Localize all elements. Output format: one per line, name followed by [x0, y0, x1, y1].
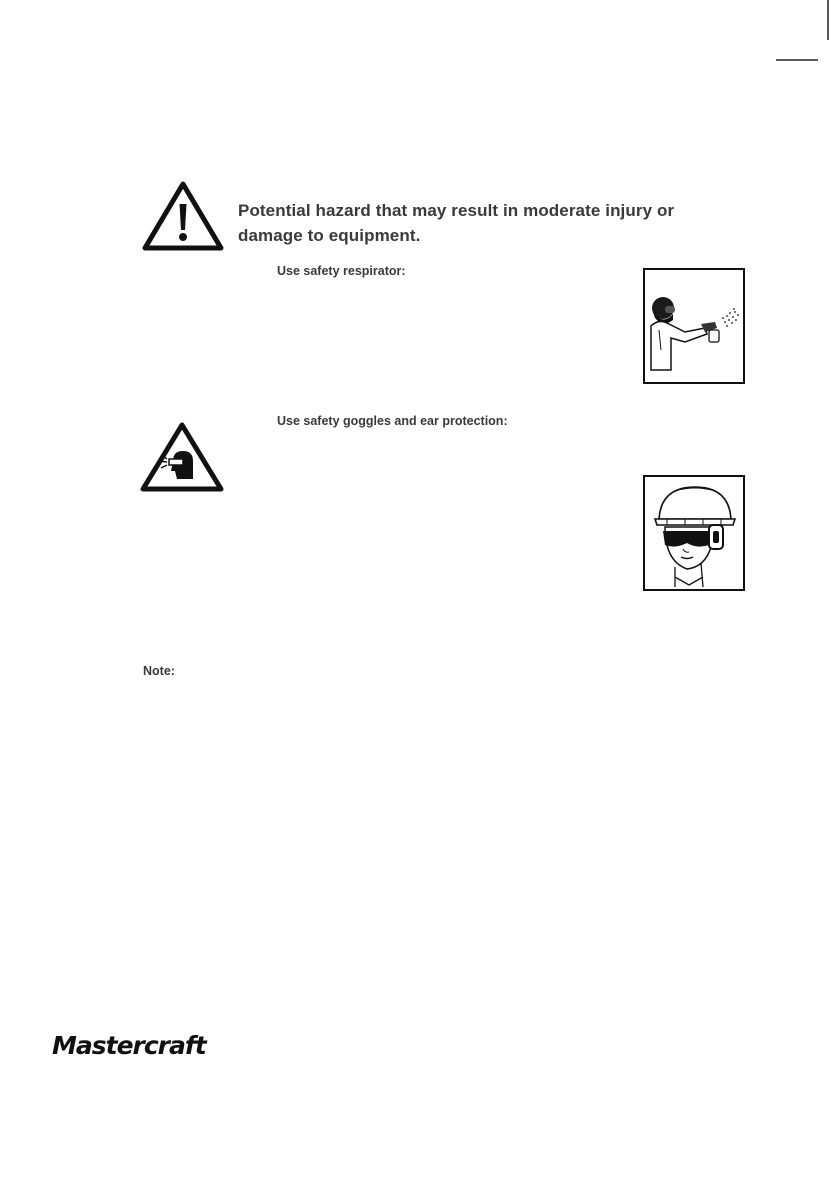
- spray-painter-respirator-illustration: [643, 268, 745, 384]
- hard-hat-goggles-earmuffs-illustration: [643, 475, 745, 591]
- brand-logo: [52, 1031, 257, 1071]
- warning-triangle-icon: [141, 180, 225, 252]
- goggles-label: Use safety goggles and ear protection:: [277, 414, 508, 428]
- hazard-statement: Potential hazard that may result in moderate injury or damage to equipment.: [238, 201, 675, 245]
- page-corner-mark: [776, 0, 836, 62]
- respirator-label: Use safety respirator:: [277, 264, 406, 278]
- brand-name: Mastercraft: [52, 1031, 206, 1060]
- note-label: Note:: [143, 664, 175, 678]
- eye-protection-warning-icon: [139, 421, 225, 493]
